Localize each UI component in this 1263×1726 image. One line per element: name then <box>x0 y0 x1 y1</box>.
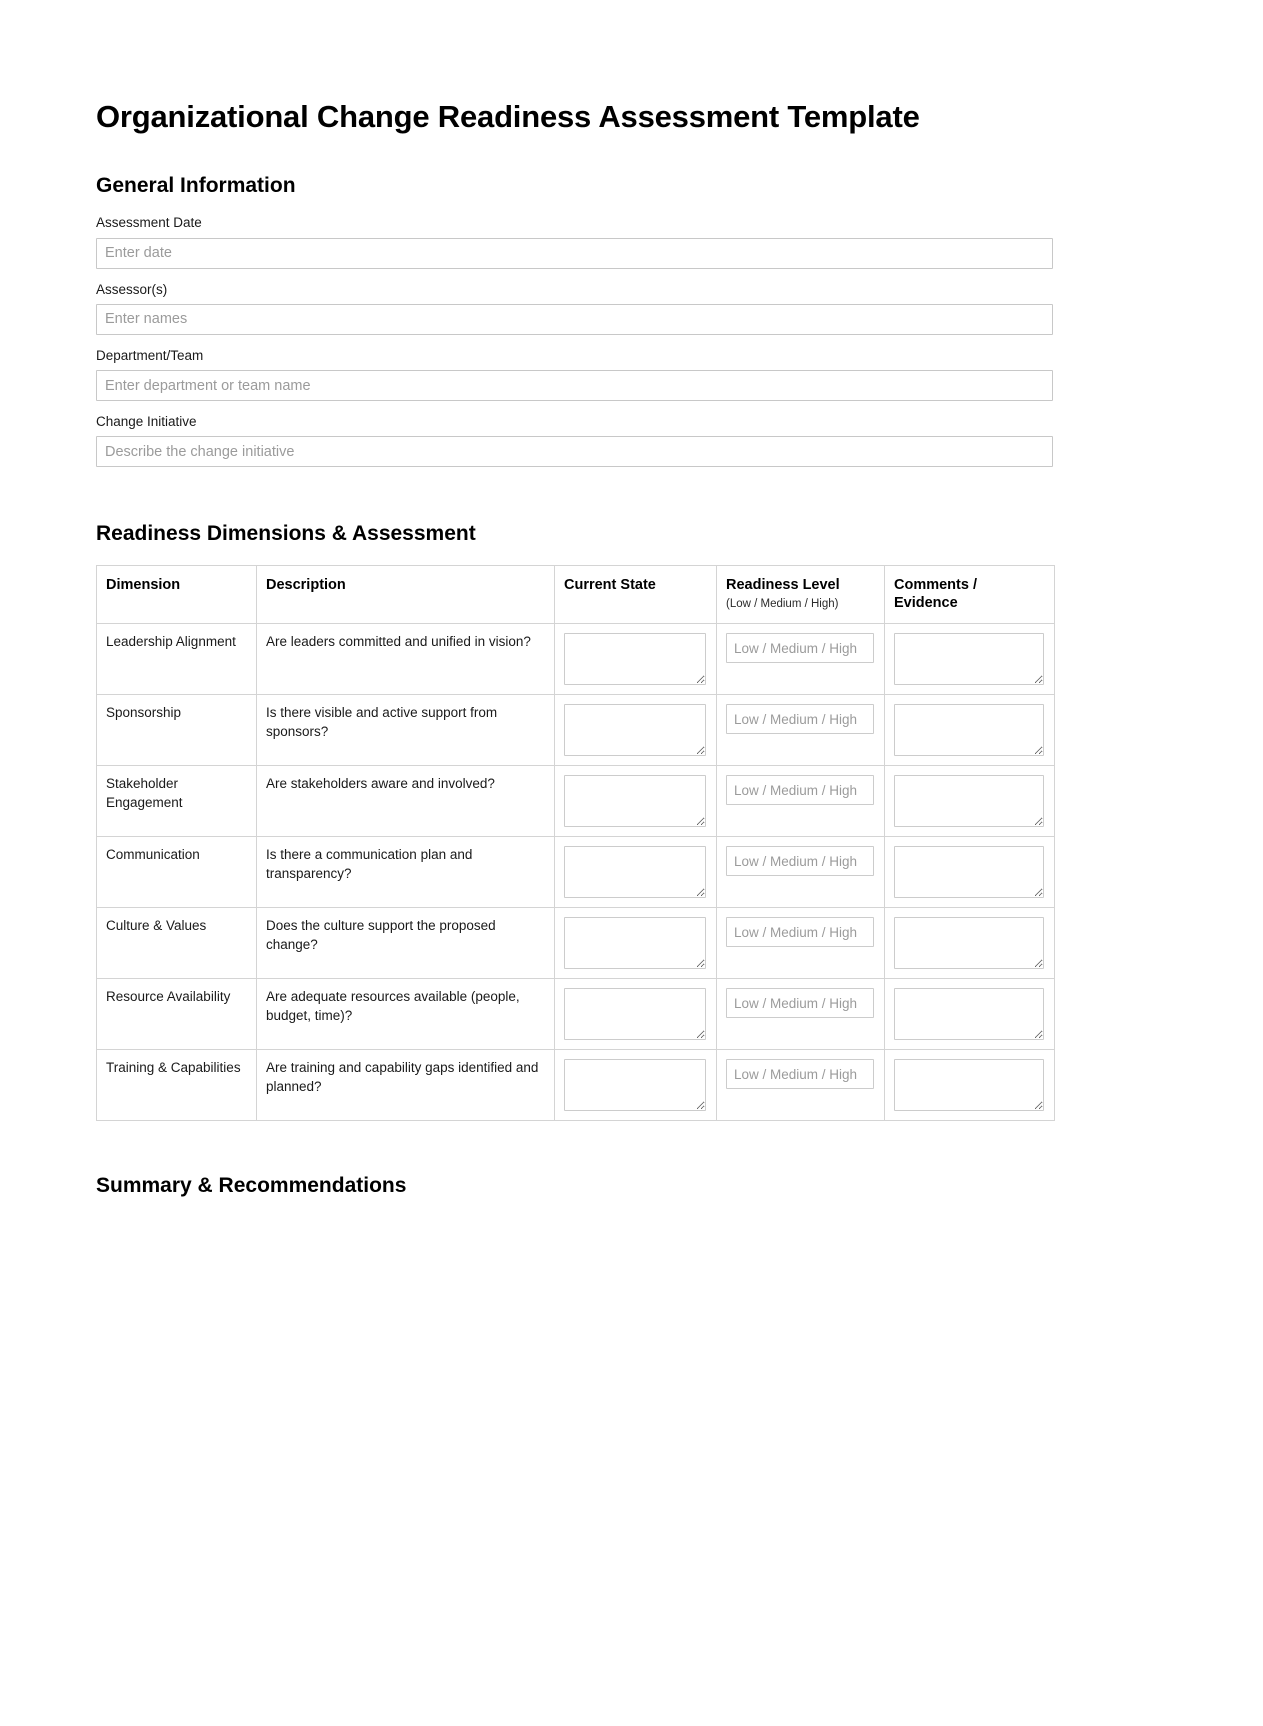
comments-textarea[interactable] <box>894 704 1044 756</box>
department-team-input[interactable] <box>96 370 1053 401</box>
cell-readiness-level <box>717 908 885 979</box>
assessment-date-label: Assessment Date <box>96 215 202 231</box>
cell-dimension: Communication <box>97 837 257 908</box>
cell-readiness-level <box>717 695 885 766</box>
comments-textarea[interactable] <box>894 1059 1044 1111</box>
cell-readiness-level <box>717 837 885 908</box>
cell-dimension: Sponsorship <box>97 695 257 766</box>
comments-textarea[interactable] <box>894 988 1044 1040</box>
cell-description: Are training and capability gaps identified and planned? <box>257 1050 555 1121</box>
cell-comments <box>885 695 1055 766</box>
change-initiative-label: Change Initiative <box>96 414 197 430</box>
column-header-dimension: Dimension <box>97 566 257 624</box>
table-body <box>97 624 1055 1121</box>
table-row <box>97 837 1055 908</box>
column-header-description: Description <box>257 566 555 624</box>
cell-description: Does the culture support the proposed change? <box>257 908 555 979</box>
cell-current-state <box>555 766 717 837</box>
cell-description: Is there visible and active support from sponsors? <box>257 695 555 766</box>
assessors-label: Assessor(s) <box>96 281 168 297</box>
readiness-assessment-table <box>96 565 1055 1121</box>
cell-current-state <box>555 908 717 979</box>
page-title: Organizational Change Readiness Assessment Template <box>96 99 920 134</box>
cell-description: Is there a communication plan and transparency? <box>257 837 555 908</box>
general-information-heading: General Information <box>96 174 296 198</box>
cell-description: Are adequate resources available (people, budget, time)? <box>257 979 555 1050</box>
cell-dimension: Resource Availability <box>97 979 257 1050</box>
cell-description: Are leaders committed and unified in vision? <box>257 624 555 695</box>
current-state-textarea[interactable] <box>564 633 706 685</box>
readiness-dimensions-heading: Readiness Dimensions & Assessment <box>96 522 476 546</box>
readiness-level-input[interactable] <box>726 1059 874 1089</box>
cell-dimension: Stakeholder Engagement <box>97 766 257 837</box>
cell-comments <box>885 1050 1055 1121</box>
readiness-level-input[interactable] <box>726 704 874 734</box>
readiness-level-subtitle: (Low / Medium / High) <box>726 597 839 610</box>
cell-comments <box>885 908 1055 979</box>
column-header-current-state: Current State <box>555 566 717 624</box>
cell-current-state <box>555 695 717 766</box>
cell-current-state <box>555 837 717 908</box>
current-state-textarea[interactable] <box>564 704 706 756</box>
readiness-level-input[interactable] <box>726 917 874 947</box>
field-group-change-initiative <box>96 413 1053 467</box>
column-header-comments: Comments / Evidence <box>885 566 1055 624</box>
table-row <box>97 695 1055 766</box>
readiness-level-input[interactable] <box>726 633 874 663</box>
readiness-level-input[interactable] <box>726 775 874 805</box>
table-header <box>97 566 1055 624</box>
change-initiative-input[interactable] <box>96 436 1053 467</box>
readiness-level-title: Readiness Level <box>726 577 840 594</box>
field-group-department-team <box>96 347 1053 401</box>
cell-comments <box>885 766 1055 837</box>
cell-description: Are stakeholders aware and involved? <box>257 766 555 837</box>
readiness-level-input[interactable] <box>726 988 874 1018</box>
cell-comments <box>885 979 1055 1050</box>
cell-current-state <box>555 979 717 1050</box>
table-row <box>97 908 1055 979</box>
cell-readiness-level <box>717 979 885 1050</box>
current-state-textarea[interactable] <box>564 917 706 969</box>
readiness-level-input[interactable] <box>726 846 874 876</box>
assessment-date-input[interactable] <box>96 238 1053 269</box>
cell-comments <box>885 624 1055 695</box>
cell-current-state <box>555 1050 717 1121</box>
table-row <box>97 624 1055 695</box>
cell-current-state <box>555 624 717 695</box>
assessors-input[interactable] <box>96 304 1053 335</box>
table-row <box>97 766 1055 837</box>
summary-recommendations-heading: Summary & Recommendations <box>96 1174 407 1198</box>
cell-dimension: Culture & Values <box>97 908 257 979</box>
department-team-label: Department/Team <box>96 347 204 363</box>
cell-readiness-level <box>717 1050 885 1121</box>
comments-textarea[interactable] <box>894 633 1044 685</box>
cell-readiness-level <box>717 766 885 837</box>
comments-textarea[interactable] <box>894 917 1044 969</box>
cell-readiness-level <box>717 624 885 695</box>
table-header-row <box>97 566 1055 624</box>
comments-textarea[interactable] <box>894 846 1044 898</box>
cell-dimension: Leadership Alignment <box>97 624 257 695</box>
current-state-textarea[interactable] <box>564 988 706 1040</box>
current-state-textarea[interactable] <box>564 846 706 898</box>
table-row <box>97 979 1055 1050</box>
current-state-textarea[interactable] <box>564 775 706 827</box>
cell-comments <box>885 837 1055 908</box>
field-group-assessors <box>96 281 1053 335</box>
column-header-readiness-level <box>717 566 885 624</box>
field-group-assessment-date <box>96 214 1053 268</box>
current-state-textarea[interactable] <box>564 1059 706 1111</box>
cell-dimension: Training & Capabilities <box>97 1050 257 1121</box>
comments-textarea[interactable] <box>894 775 1044 827</box>
table-row <box>97 1050 1055 1121</box>
